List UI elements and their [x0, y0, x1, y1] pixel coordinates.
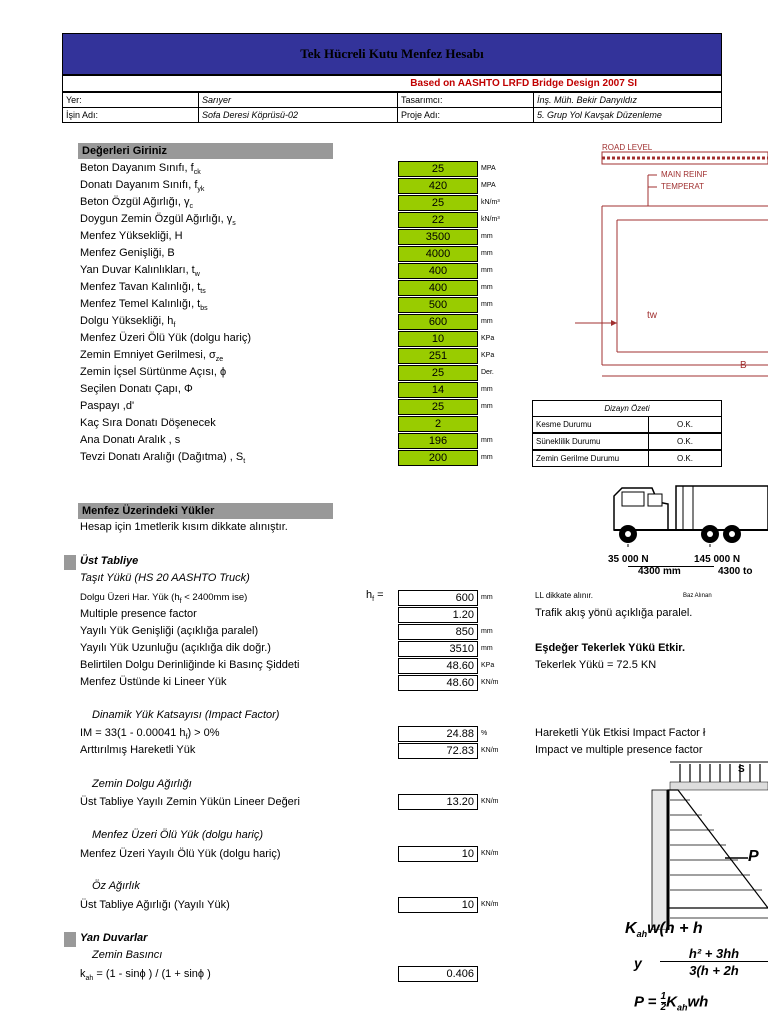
- summary-status: O.K.: [648, 433, 722, 450]
- zd-label: Üst Tabliye Yayılı Zemin Yükün Lineer Değeri: [80, 796, 300, 808]
- input-label: Paspayı ,d': [80, 400, 135, 412]
- input-value-cell[interactable]: 251: [398, 348, 478, 364]
- truck-front-axle: 35 000 N: [608, 554, 649, 565]
- summary-title: Dizayn Özeti: [532, 400, 722, 417]
- input-unit: kN/m³: [481, 216, 500, 223]
- input-label: Dolgu Yüksekliği, $h_f$: [80, 315, 176, 330]
- ust-label: Menfez Üstünde ki Lineer Yük: [80, 676, 227, 688]
- input-label: Ana Donatı Aralık , s: [80, 434, 181, 446]
- summary-status: O.K.: [648, 450, 722, 467]
- input-unit: mm: [481, 437, 493, 444]
- ust-value-cell: 48.60: [398, 675, 478, 691]
- ust-label: Belirtilen Dolgu Derinliğinde ki Basınç Şiddeti: [80, 659, 300, 671]
- subtitle-bar: [62, 75, 722, 92]
- ust-unit: mm: [481, 628, 493, 635]
- input-unit: MPA: [481, 165, 496, 172]
- input-value-cell[interactable]: 400: [398, 263, 478, 279]
- truck-illustration: [608, 482, 768, 582]
- truck-spacing-2: 4300 to: [718, 566, 753, 577]
- page-subtitle: Based on AASHTO LRFD Bridge Design 2007 SI: [410, 78, 637, 89]
- im-value: 24.88: [398, 726, 478, 742]
- kah-value: 0.406: [398, 966, 478, 982]
- input-value-cell[interactable]: 25: [398, 195, 478, 211]
- input-value-cell[interactable]: 25: [398, 365, 478, 381]
- oz-label: Üst Tabliye Ağırlığı (Yayılı Yük): [80, 899, 230, 911]
- input-label: Zemin Emniyet Gerilmesi, $\sigma_{ze}$: [80, 349, 224, 364]
- resultant-p-label: P: [748, 848, 759, 865]
- input-value-cell[interactable]: 420: [398, 178, 478, 194]
- input-value-cell[interactable]: 25: [398, 161, 478, 177]
- zemin-basinci-heading: Zemin Basıncı: [92, 949, 163, 961]
- im-label: IM = 33(1 - 0.00041 $h_f) > 0\%$: [80, 727, 220, 742]
- loads-heading: Menfez Üzerindeki Yükler: [78, 503, 333, 519]
- input-value-cell[interactable]: 25: [398, 399, 478, 415]
- tasarimci-label: Tasarımcı:: [397, 92, 534, 108]
- ust-value-cell: 3510: [398, 641, 478, 657]
- spacing-s-label: S: [738, 764, 745, 775]
- summary-label: Süneklilik Durumu: [532, 433, 649, 450]
- input-value-cell[interactable]: 500: [398, 297, 478, 313]
- oz-agirlik-heading: Öz Ağırlık: [92, 880, 140, 892]
- proje-label: Proje Adı:: [397, 107, 534, 123]
- oz-unit: KN/m: [481, 901, 499, 908]
- mo-label: Menfez Üzeri Yayılı Ölü Yük (dolgu hariç): [80, 848, 281, 860]
- ll-note: LL dikkate alınır.: [535, 591, 593, 600]
- input-unit: mm: [481, 454, 493, 461]
- pressure-diagram: [625, 760, 768, 1024]
- input-unit: kN/m³: [481, 199, 500, 206]
- truck-spacing-1: 4300 mm: [638, 566, 681, 577]
- ust-unit: KN/m: [481, 679, 499, 686]
- title-bar: [62, 33, 722, 75]
- input-label: Kaç Sıra Donatı Döşenecek: [80, 417, 216, 429]
- ust-unit: mm: [481, 645, 493, 652]
- ust-value-cell: 850: [398, 624, 478, 640]
- mo-unit: KN/m: [481, 850, 499, 857]
- trafik-note: Trafik akış yönü açıklığa paralel.: [535, 607, 693, 619]
- input-label: Seçilen Donatı Çapı, Φ: [80, 383, 193, 395]
- impact-note: Impact ve multiple presence factor: [535, 744, 703, 756]
- inputs-heading: Değerleri Giriniz: [78, 143, 333, 159]
- input-label: Menfez Genişliği, B: [80, 247, 175, 259]
- input-label: Donatı Dayanım Sınıfı, $f_{yk}$: [80, 179, 205, 194]
- esdeger-note: Eşdeğer Tekerlek Yükü Etkir.: [535, 642, 686, 654]
- info-grid: [62, 92, 722, 124]
- input-label: Doygun Zemin Özgül Ağırlığı, $\gamma_s$: [80, 213, 236, 228]
- ust-value-cell: 1.20: [398, 607, 478, 623]
- input-value-cell[interactable]: 14: [398, 382, 478, 398]
- input-label: Menfez Üzeri Ölü Yük (dolgu hariç): [80, 332, 251, 344]
- zd-value: 13.20: [398, 794, 478, 810]
- input-value-cell[interactable]: 400: [398, 280, 478, 296]
- art-label: Arttırılmış Hareketli Yük: [80, 744, 196, 756]
- input-label: Tevzi Donatı Aralığı (Dağıtma) , $S_t$: [80, 451, 246, 466]
- input-value-cell[interactable]: 200: [398, 450, 478, 466]
- tw-label: tw: [647, 310, 657, 321]
- ust-label: Yayılı Yük Genişliği (açıklığa paralel): [80, 625, 259, 637]
- input-label: Beton Özgül Ağırlığı, $\gamma_c$: [80, 196, 193, 211]
- tekerlek-note: Tekerlek Yükü = 72.5 KN: [535, 659, 657, 671]
- pressure-diagram-svg: [630, 760, 768, 930]
- input-label: Beton Dayanım Sınıfı, $f_{ck}$: [80, 162, 201, 177]
- baz-note: Baz Alınan: [683, 593, 712, 599]
- b-label: B: [740, 360, 747, 371]
- input-value-cell[interactable]: 3500: [398, 229, 478, 245]
- tasit-yuku-label: Taşıt Yükü (HS 20 AASHTO Truck): [80, 572, 250, 584]
- culvert-section-diagram: [575, 140, 768, 380]
- input-unit: Der.: [481, 369, 494, 376]
- loads-note: Hesap için 1metlerik kısım dikkate alınıştır.: [80, 521, 288, 533]
- input-unit: mm: [481, 233, 493, 240]
- hf-symbol: $h_f$ =: [366, 589, 384, 604]
- yer-label: Yer:: [62, 92, 199, 108]
- art-value: 72.83: [398, 743, 478, 759]
- art-unit: KN/m: [481, 747, 499, 754]
- input-value-cell[interactable]: 196: [398, 433, 478, 449]
- dinamik-heading: Dinamik Yük Katsayısı (Impact Factor): [92, 709, 280, 721]
- ust-tabliye-heading: Üst Tabliye: [80, 555, 139, 567]
- input-unit: KPa: [481, 335, 495, 342]
- proje-value: 5. Grup Yol Kavşak Düzenleme: [533, 107, 722, 123]
- input-value-cell[interactable]: 600: [398, 314, 478, 330]
- formula-p: P = $\frac{1}{2}$ $K_{ah}wh$: [634, 991, 709, 1013]
- tasarimci-value: İnş. Müh. Bekir Danyıldız: [533, 92, 722, 108]
- yer-value: Sarıyer: [198, 92, 398, 108]
- ust-label: Dolgu Üzeri Har. Yük ($h_f < 2400mm$ ise): [80, 592, 248, 605]
- input-unit: mm: [481, 386, 493, 393]
- hareketli-note: Hareketli Yük Etkisi Impact Factor ł: [535, 727, 706, 739]
- isin-label: İşin Adı:: [62, 107, 199, 123]
- input-unit: MPA: [481, 182, 496, 189]
- ust-unit: KPa: [481, 662, 495, 669]
- input-value-cell[interactable]: 22: [398, 212, 478, 228]
- formula-y-den: 3(h + 2h: [689, 963, 739, 978]
- main-reinf-label: MAIN REINF: [661, 170, 708, 179]
- oz-value: 10: [398, 897, 478, 913]
- zd-unit: KN/m: [481, 798, 499, 805]
- summary-label: Kesme Durumu: [532, 416, 649, 433]
- input-value-cell[interactable]: 2: [398, 416, 478, 432]
- ust-value-cell: 600: [398, 590, 478, 606]
- input-unit: mm: [481, 403, 493, 410]
- input-unit: mm: [481, 318, 493, 325]
- isin-value: Sofa Deresi Köprüsü-02: [198, 107, 398, 123]
- input-unit: mm: [481, 284, 493, 291]
- input-label: Yan Duvar Kalınlıkları, $t_w$: [80, 264, 200, 279]
- input-label: Menfez Yüksekliği, H: [80, 230, 183, 242]
- input-unit: KPa: [481, 352, 495, 359]
- summary-status: O.K.: [648, 416, 722, 433]
- input-value-cell[interactable]: 4000: [398, 246, 478, 262]
- formula-y-num: h² + 3hh: [660, 946, 768, 962]
- zemin-dolgu-heading: Zemin Dolgu Ağırlığı: [92, 778, 192, 790]
- input-label: Zemin İçsel Sürtünme Açısı, ϕ: [80, 366, 227, 378]
- mo-value: 10: [398, 846, 478, 862]
- formula-kah: $K_{ah}w(h + h$: [625, 920, 703, 940]
- formula-y: y: [634, 955, 642, 971]
- input-value-cell[interactable]: 10: [398, 331, 478, 347]
- truck-rear-axle: 145 000 N: [694, 554, 741, 565]
- truck-icon: [608, 482, 768, 547]
- kah-label: $k_{ah} = (1 - \sin\phi$ ) / (1 + sinϕ ): [80, 968, 211, 983]
- yan-duvarlar-heading: Yan Duvarlar: [80, 932, 148, 944]
- input-unit: mm: [481, 267, 493, 274]
- ust-value-cell: 48.60: [398, 658, 478, 674]
- temperat-label: TEMPERAT: [661, 182, 704, 191]
- ust-label: Multiple presence factor: [80, 608, 197, 620]
- input-unit: mm: [481, 301, 493, 308]
- page-title: Tek Hücreli Kutu Menfez Hesabı: [300, 46, 484, 61]
- ust-label: Yayılı Yük Uzunluğu (açıklığa dik doğr.): [80, 642, 271, 654]
- menfez-olu-heading: Menfez Üzeri Ölü Yük (dolgu hariç): [92, 829, 263, 841]
- input-label: Menfez Temel Kalınlığı, $t_{bs}$: [80, 298, 208, 313]
- road-level-label: ROAD LEVEL: [602, 143, 653, 152]
- im-unit: %: [481, 730, 488, 737]
- input-label: Menfez Tavan Kalınlığı, $t_{ts}$: [80, 281, 206, 296]
- summary-label: Zemin Gerilme Durumu: [532, 450, 649, 467]
- ust-unit: mm: [481, 594, 493, 601]
- input-unit: mm: [481, 250, 493, 257]
